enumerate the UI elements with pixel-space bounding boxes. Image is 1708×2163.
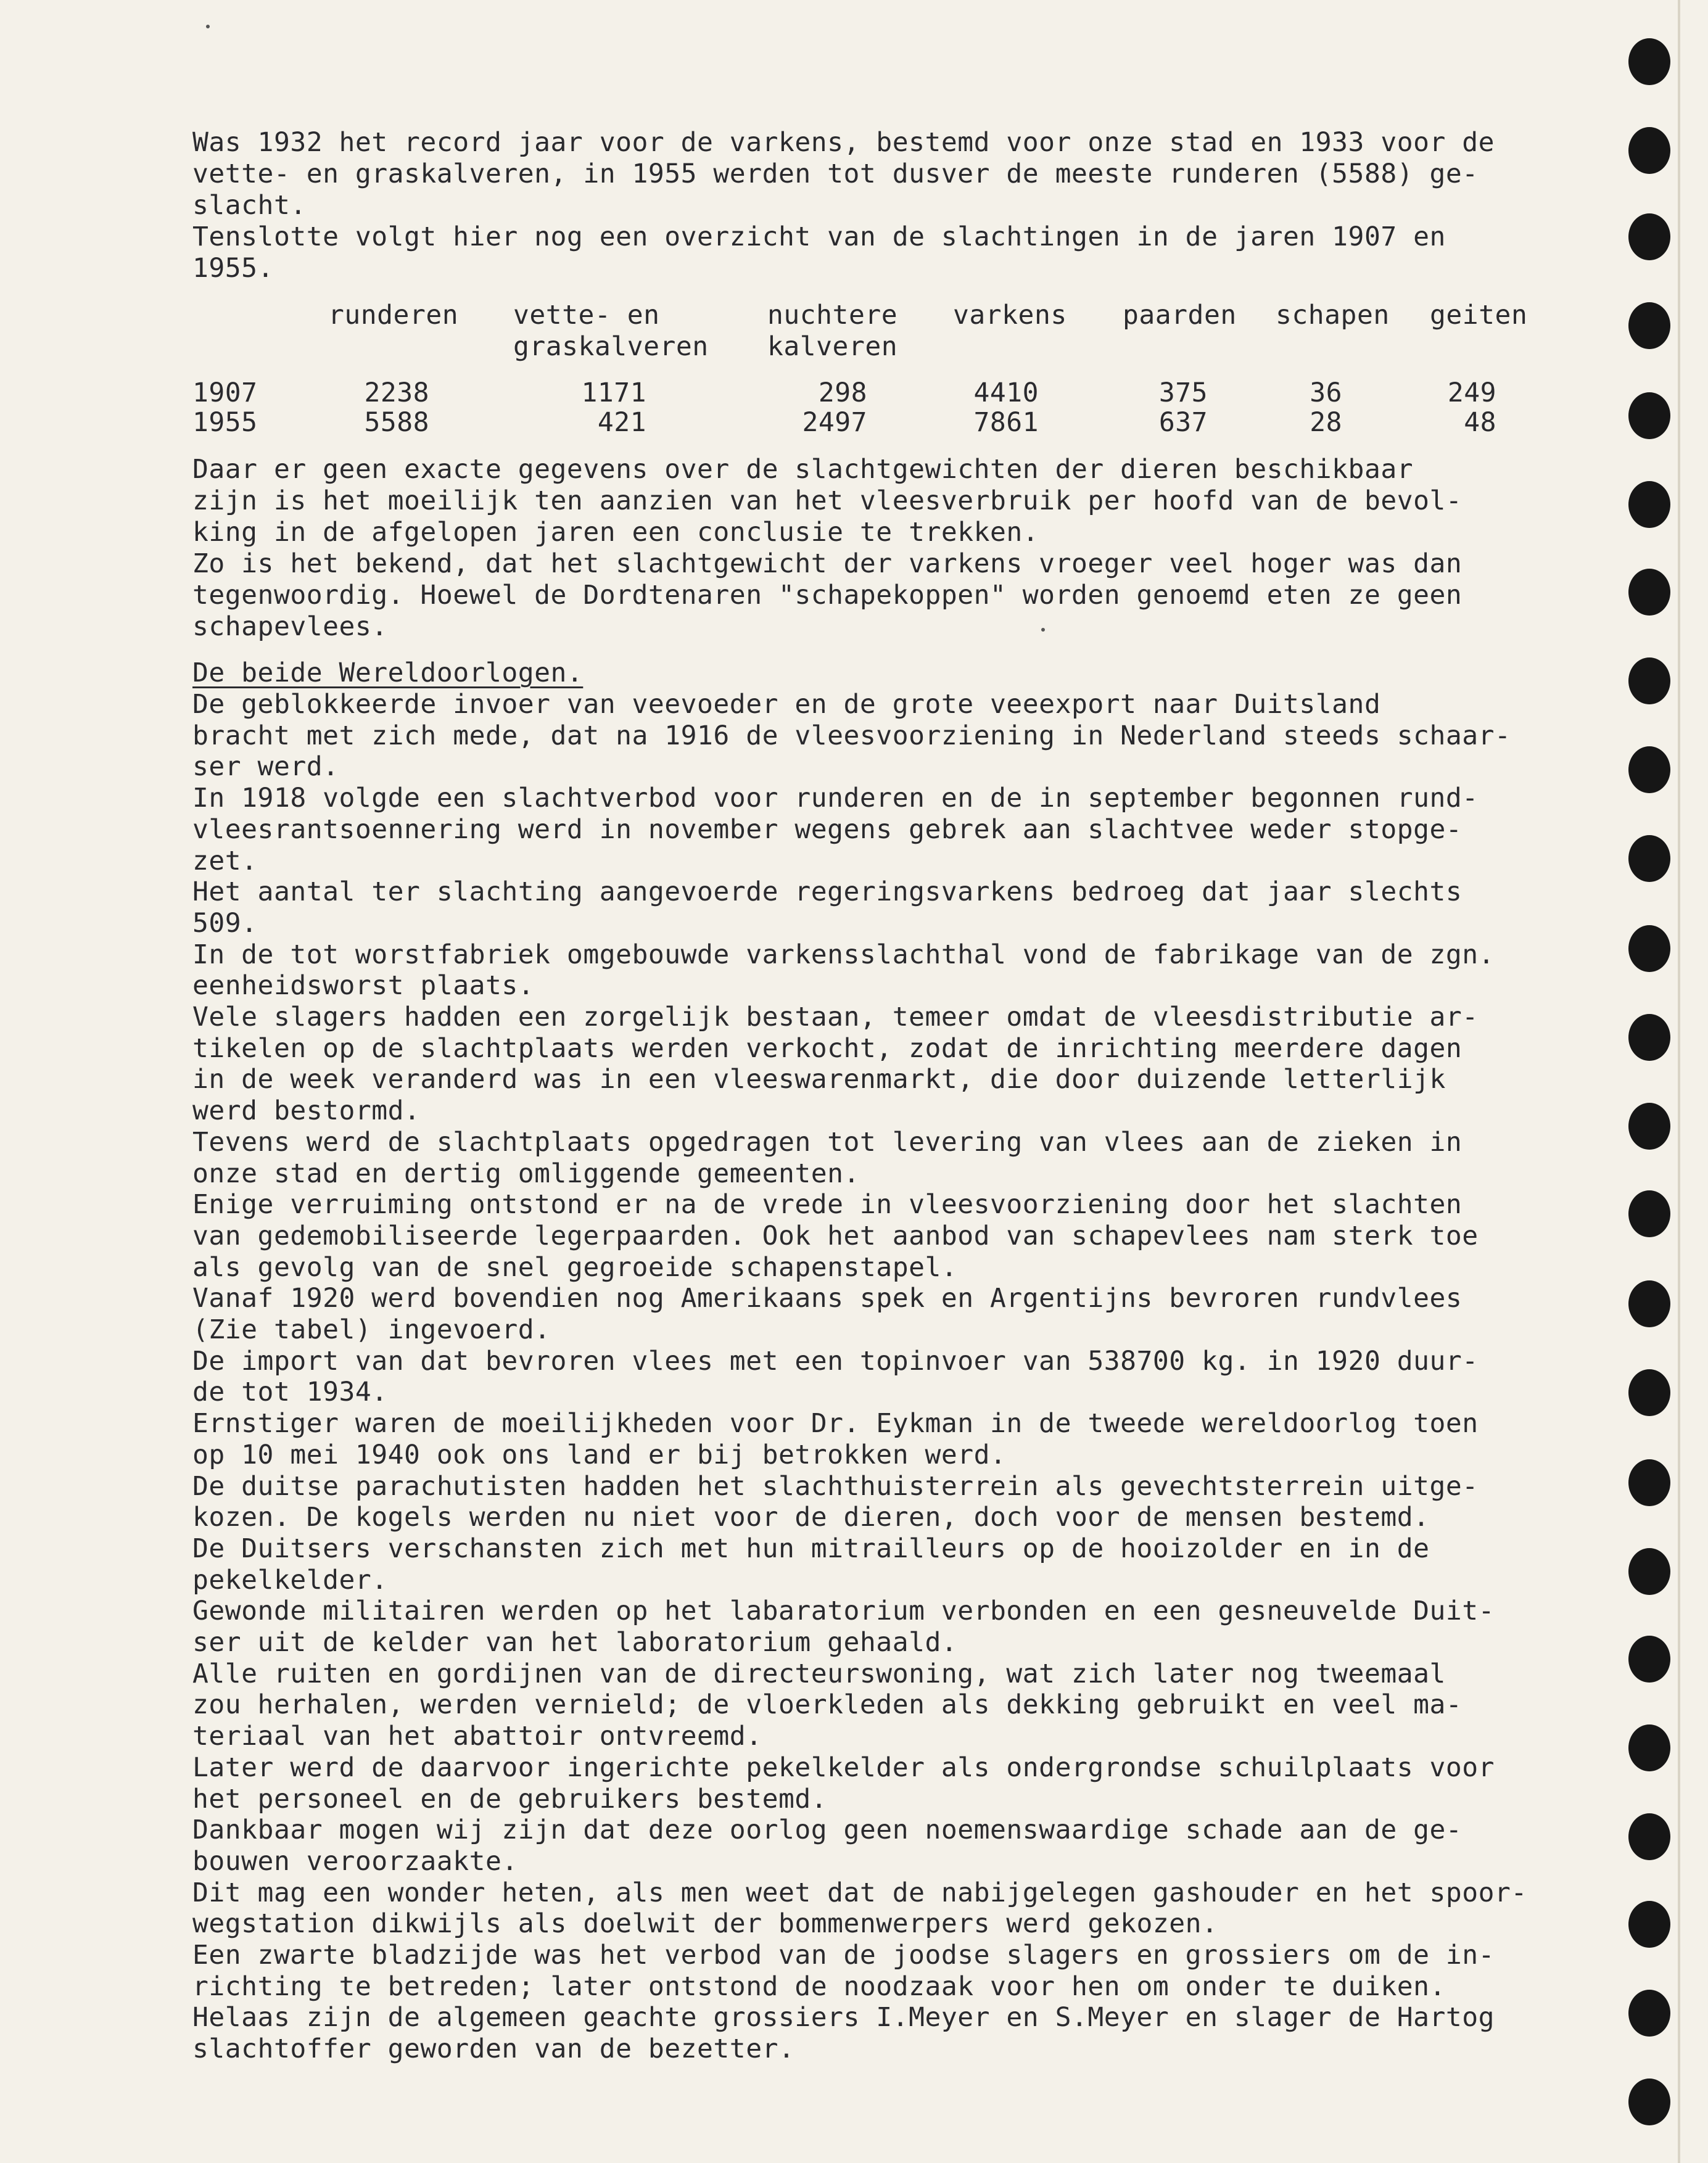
- table-header-cell: kalveren: [767, 331, 898, 362]
- table-cell: 7861: [973, 407, 1039, 438]
- binder-hole: [1628, 1103, 1670, 1150]
- text-line: Dankbaar mogen wij zijn dat deze oorlog geen noemenswaardige schade aan de ge-: [192, 1815, 1463, 1846]
- table-header-cell: geiten: [1430, 300, 1528, 331]
- text-line: vleesrantsoennering werd in november wegens gebrek aan slachtvee weder stopge-: [192, 814, 1463, 845]
- text-line: De duitse parachutisten hadden het slachthuisterrein als gevechtsterrein uitge-: [192, 1470, 1479, 1502]
- table-cell: 48: [1464, 407, 1496, 438]
- text-line: slacht.: [192, 190, 307, 221]
- binder-hole: [1628, 127, 1670, 174]
- text-line: pekelkelder.: [192, 1564, 388, 1596]
- text-line: onze stad en dertig omliggende gemeenten.: [192, 1158, 860, 1189]
- text-line: teriaal van het abattoir ontvreemd.: [192, 1721, 762, 1752]
- text-line: Later werd de daarvoor ingerichte pekelkelder als ondergrondse schuilplaats voor: [192, 1752, 1495, 1783]
- text-line: Daar er geen exacte gegevens over de slachtgewichten der dieren beschikbaar: [192, 454, 1414, 485]
- text-line: (Zie tabel) ingevoerd.: [192, 1314, 551, 1345]
- table-row-year: 1955: [192, 407, 258, 438]
- binder-hole: [1628, 835, 1670, 882]
- binder-hole: [1628, 392, 1670, 439]
- text-line: Een zwarte bladzijde was het verbod van de joodse slagers en grossiers om de in-: [192, 1940, 1495, 1971]
- section-heading: De beide Wereldoorlogen.: [192, 657, 584, 688]
- text-line: bracht met zich mede, dat na 1916 de vleesvoorziening in Nederland steeds schaar-: [192, 720, 1511, 751]
- table-cell: 5588: [364, 407, 429, 438]
- binder-hole: [1628, 1901, 1670, 1948]
- text-line: ser uit de kelder van het laboratorium gehaald.: [192, 1627, 958, 1658]
- text-line: De geblokkeerde invoer van veevoeder en de grote veeexport naar Duitsland: [192, 689, 1381, 720]
- text-line: De import van dat bevroren vlees met een topinvoer van 538700 kg. in 1920 duur-: [192, 1345, 1479, 1377]
- text-line: Tevens werd de slachtplaats opgedragen tot levering van vlees aan de zieken in: [192, 1126, 1463, 1158]
- text-line: Dit mag een wonder heten, als men weet dat de nabijgelegen gashouder en het spoor-: [192, 1877, 1527, 1908]
- binder-hole: [1628, 1990, 1670, 2037]
- table-header-cell: runderen: [328, 300, 459, 331]
- binder-hole: [1628, 38, 1670, 85]
- text-line: schapevlees.: [192, 611, 388, 642]
- binder-hole: [1628, 1548, 1670, 1595]
- paper-edge: [1678, 0, 1680, 2163]
- text-line: Gewonde militairen werden op het labaratorium verbonden en een gesneuvelde Duit-: [192, 1596, 1495, 1627]
- text-line: 1955.: [192, 253, 274, 284]
- binder-hole: [1628, 213, 1670, 260]
- text-line: Helaas zijn de algemeen geachte grossiers I.Meyer en S.Meyer en slager de Hartog: [192, 2002, 1495, 2033]
- text-line: zou herhalen, werden vernield; de vloerkleden als dekking gebruikt en veel ma-: [192, 1689, 1463, 1721]
- table-cell: 28: [1310, 407, 1342, 438]
- table-cell: 2238: [364, 377, 429, 408]
- text-line: Enige verruiming ontstond er na de vrede in vleesvoorziening door het slachten: [192, 1189, 1463, 1221]
- table-cell: 421: [597, 407, 646, 438]
- binder-hole: [1628, 925, 1670, 972]
- text-line: de tot 1934.: [192, 1377, 388, 1408]
- table-cell: 1171: [581, 377, 646, 408]
- binder-hole: [1628, 302, 1670, 349]
- text-line: zijn is het moeilijk ten aanzien van het vleesverbruik per hoofd van de bevol-: [192, 485, 1463, 516]
- binder-hole: [1628, 746, 1670, 793]
- text-line: vette- en graskalveren, in 1955 werden tot dusver de meeste runderen (5588) ge-: [192, 159, 1479, 189]
- text-line: richting te betreden; later ontstond de noodzaak voor hen om onder te duiken.: [192, 1971, 1446, 2002]
- text-line: In 1918 volgde een slachtverbod voor runderen en de in september begonnen rund-: [192, 783, 1479, 814]
- binder-hole: [1628, 1724, 1670, 1771]
- table-cell: 637: [1158, 407, 1208, 438]
- binder-hole: [1628, 1190, 1670, 1237]
- text-line: werd bestormd.: [192, 1095, 421, 1127]
- text-line: als gevolg van de snel gegroeide schapenstapel.: [192, 1251, 958, 1283]
- table-header-cell: schapen: [1276, 300, 1390, 331]
- text-line: kozen. De kogels werden nu niet voor de dieren, doch voor de mensen bestemd.: [192, 1502, 1430, 1533]
- text-line: Ernstiger waren de moeilijkheden voor Dr. Eykman in de tweede wereldoorlog toen: [192, 1408, 1479, 1440]
- paper-speck: [1041, 628, 1045, 632]
- binder-hole: [1628, 1014, 1670, 1061]
- table-cell: 375: [1158, 377, 1208, 408]
- table-header-cell: paarden: [1123, 300, 1237, 331]
- paper-speck: [206, 25, 210, 28]
- text-line: bouwen veroorzaakte.: [192, 1845, 518, 1877]
- binder-hole: [1628, 1459, 1670, 1506]
- text-line: in de week veranderd was in een vleeswarenmarkt, die door duizende letterlijk: [192, 1064, 1446, 1095]
- text-line: tikelen op de slachtplaats werden verkocht, zodat de inrichting meerdere dagen: [192, 1032, 1463, 1064]
- text-line: Het aantal ter slachting aangevoerde regeringsvarkens bedroeg dat jaar slechts: [192, 876, 1463, 908]
- text-line: eenheidsworst plaats.: [192, 970, 535, 1002]
- table-header-cell: nuchtere: [767, 300, 898, 331]
- binder-hole: [1628, 1813, 1670, 1860]
- binder-hole: [1628, 2079, 1670, 2125]
- text-line: Was 1932 het record jaar voor de varkens, bestemd voor onze stad en 1933 voor de: [192, 127, 1495, 158]
- text-line: ser werd.: [192, 751, 339, 783]
- table-cell: 2497: [802, 407, 867, 438]
- text-line: In de tot worstfabriek omgebouwde varkensslachthal vond de fabrikage van de zgn.: [192, 939, 1495, 970]
- text-line: wegstation dikwijls als doelwit der bommenwerpers werd gekozen.: [192, 1908, 1218, 1940]
- binder-hole: [1628, 657, 1670, 704]
- binder-hole: [1628, 1369, 1670, 1416]
- text-line: slachtoffer geworden van de bezetter.: [192, 2033, 795, 2065]
- text-line: Vele slagers hadden een zorgelijk bestaan, temeer omdat de vleesdistributie ar-: [192, 1002, 1479, 1032]
- table-cell: 298: [818, 377, 867, 408]
- binder-hole: [1628, 1636, 1670, 1683]
- table-cell: 249: [1447, 377, 1496, 408]
- text-line: Zo is het bekend, dat het slachtgewicht der varkens vroeger veel hoger was dan: [192, 548, 1463, 579]
- text-line: op 10 mei 1940 ook ons land er bij betrokken werd.: [192, 1439, 1007, 1470]
- binder-hole: [1628, 1280, 1670, 1327]
- text-line: zet.: [192, 845, 258, 876]
- text-line: king in de afgelopen jaren een conclusie te trekken.: [192, 517, 1039, 548]
- text-line: 509.: [192, 907, 258, 939]
- text-line: Alle ruiten en gordijnen van de directeurswoning, wat zich later nog tweemaal: [192, 1658, 1446, 1689]
- text-line: Vanaf 1920 werd bovendien nog Amerikaans spek en Argentijns bevroren rundvlees: [192, 1283, 1463, 1314]
- table-header-cell: graskalveren: [513, 331, 709, 362]
- table-header-cell: vette- en: [513, 300, 660, 331]
- text-line: van gedemobiliseerde legerpaarden. Ook het aanbod van schapevlees nam sterk toe: [192, 1220, 1479, 1251]
- binder-hole: [1628, 481, 1670, 528]
- text-line: het personeel en de gebruikers bestemd.: [192, 1783, 828, 1815]
- table-cell: 36: [1310, 377, 1342, 408]
- text-line: De Duitsers verschansten zich met hun mitrailleurs op de hooizolder en in de: [192, 1533, 1430, 1564]
- text-line: tegenwoordig. Hoewel de Dordtenaren "schapekoppen" worden genoemd eten ze geen: [192, 580, 1463, 611]
- table-cell: 4410: [973, 377, 1039, 408]
- text-line: Tenslotte volgt hier nog een overzicht van de slachtingen in de jaren 1907 en: [192, 221, 1446, 252]
- binder-hole: [1628, 569, 1670, 616]
- table-row-year: 1907: [192, 377, 258, 408]
- table-header-cell: varkens: [953, 300, 1067, 331]
